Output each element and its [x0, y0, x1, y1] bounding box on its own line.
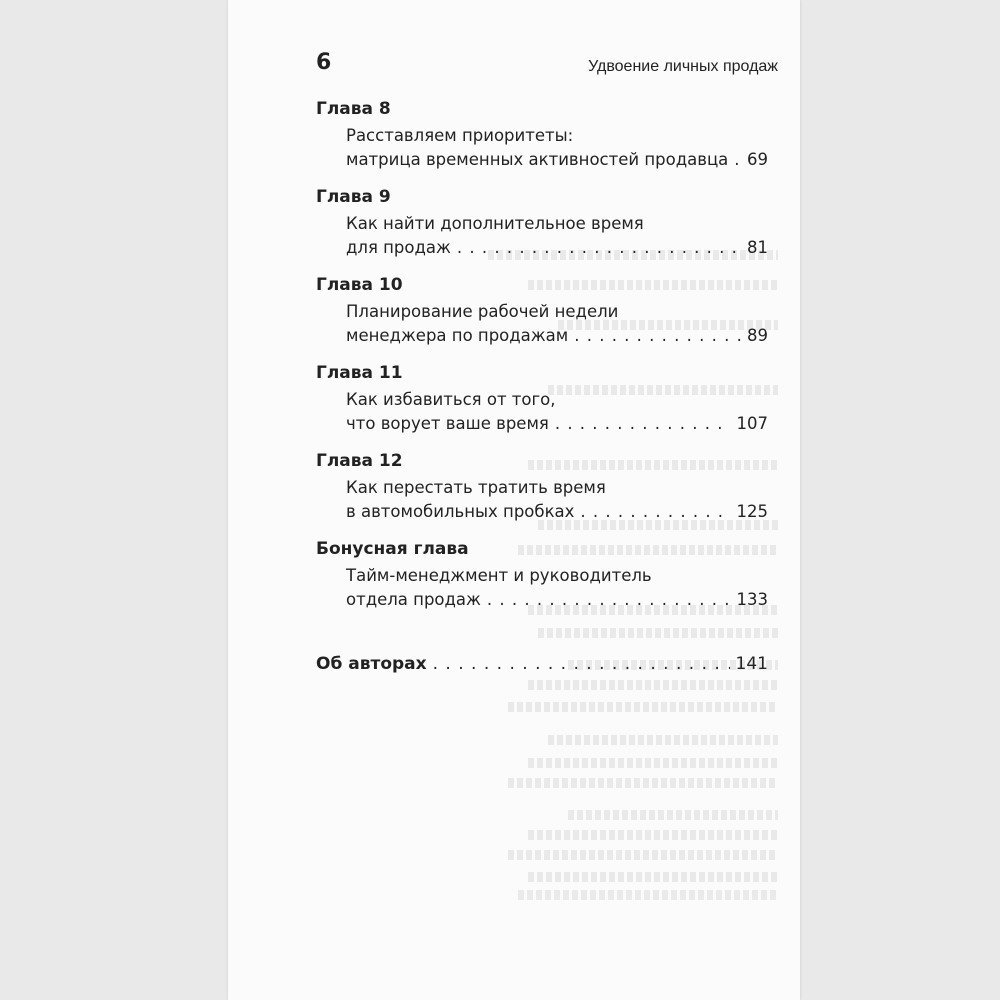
dot-leader [457, 236, 741, 260]
chapter-title-line: отдела продаж [346, 590, 481, 609]
chapter-page-number: 81 [747, 238, 768, 257]
chapter-label: Глава 8 [316, 99, 391, 119]
chapter-label: Бонусная глава [316, 539, 469, 559]
chapter-label: Глава 10 [316, 275, 403, 295]
chapter-label: Глава 11 [316, 363, 403, 383]
chapter-page-number: 69 [747, 150, 768, 169]
chapter-title [316, 212, 768, 260]
about-authors-page-number: 141 [735, 654, 768, 674]
toc-entry-bonus-chapter[interactable] [316, 538, 768, 612]
chapter-title [316, 124, 768, 172]
toc-entry-chapter-12[interactable] [316, 450, 768, 524]
chapter-title-line: для продаж [346, 238, 451, 257]
chapter-title-line: менеджера по продажам [346, 326, 569, 345]
chapter-title [316, 564, 768, 612]
page-number: 6 [316, 50, 332, 75]
chapter-title-line: Как избавиться от того, [346, 390, 556, 409]
chapter-page-number: 89 [747, 326, 768, 345]
chapter-title-line: Как перестать тратить время [346, 478, 606, 497]
dot-leader [580, 500, 730, 524]
running-title: Удвоение личных продаж [588, 58, 778, 75]
toc-entry-chapter-10[interactable] [316, 274, 768, 348]
chapter-title-line: Планирование рабочей недели [346, 302, 619, 321]
chapter-page-number: 125 [736, 502, 768, 521]
chapter-label: Глава 9 [316, 187, 391, 207]
dot-leader [574, 324, 741, 348]
chapter-label: Глава 12 [316, 451, 403, 471]
table-of-contents [316, 98, 768, 676]
chapter-title-line: матрица временных активностей продавца [346, 150, 729, 169]
chapter-title-line: Тайм-менеджмент и руководитель [346, 566, 652, 585]
book-page [228, 0, 800, 1000]
chapter-title-line: Как найти дополнительное время [346, 214, 644, 233]
toc-entry-chapter-9[interactable] [316, 186, 768, 260]
chapter-page-number: 133 [736, 590, 768, 609]
dot-leader [555, 412, 731, 436]
toc-entry-chapter-8[interactable] [316, 98, 768, 172]
chapter-page-number: 107 [736, 414, 768, 433]
dot-leader [734, 148, 741, 172]
chapter-title [316, 388, 768, 436]
dot-leader [487, 588, 731, 612]
dot-leader [433, 652, 730, 676]
chapter-title-line: что ворует ваше время [346, 414, 549, 433]
chapter-title-line: Расставляем приоритеты: [346, 126, 574, 145]
about-authors-label: Об авторах [316, 654, 427, 674]
chapter-title-line: в автомобильных пробках [346, 502, 575, 521]
chapter-title [316, 300, 768, 348]
chapter-title [316, 476, 768, 524]
toc-entry-chapter-11[interactable] [316, 362, 768, 436]
toc-entry-about-authors[interactable] [316, 652, 768, 676]
